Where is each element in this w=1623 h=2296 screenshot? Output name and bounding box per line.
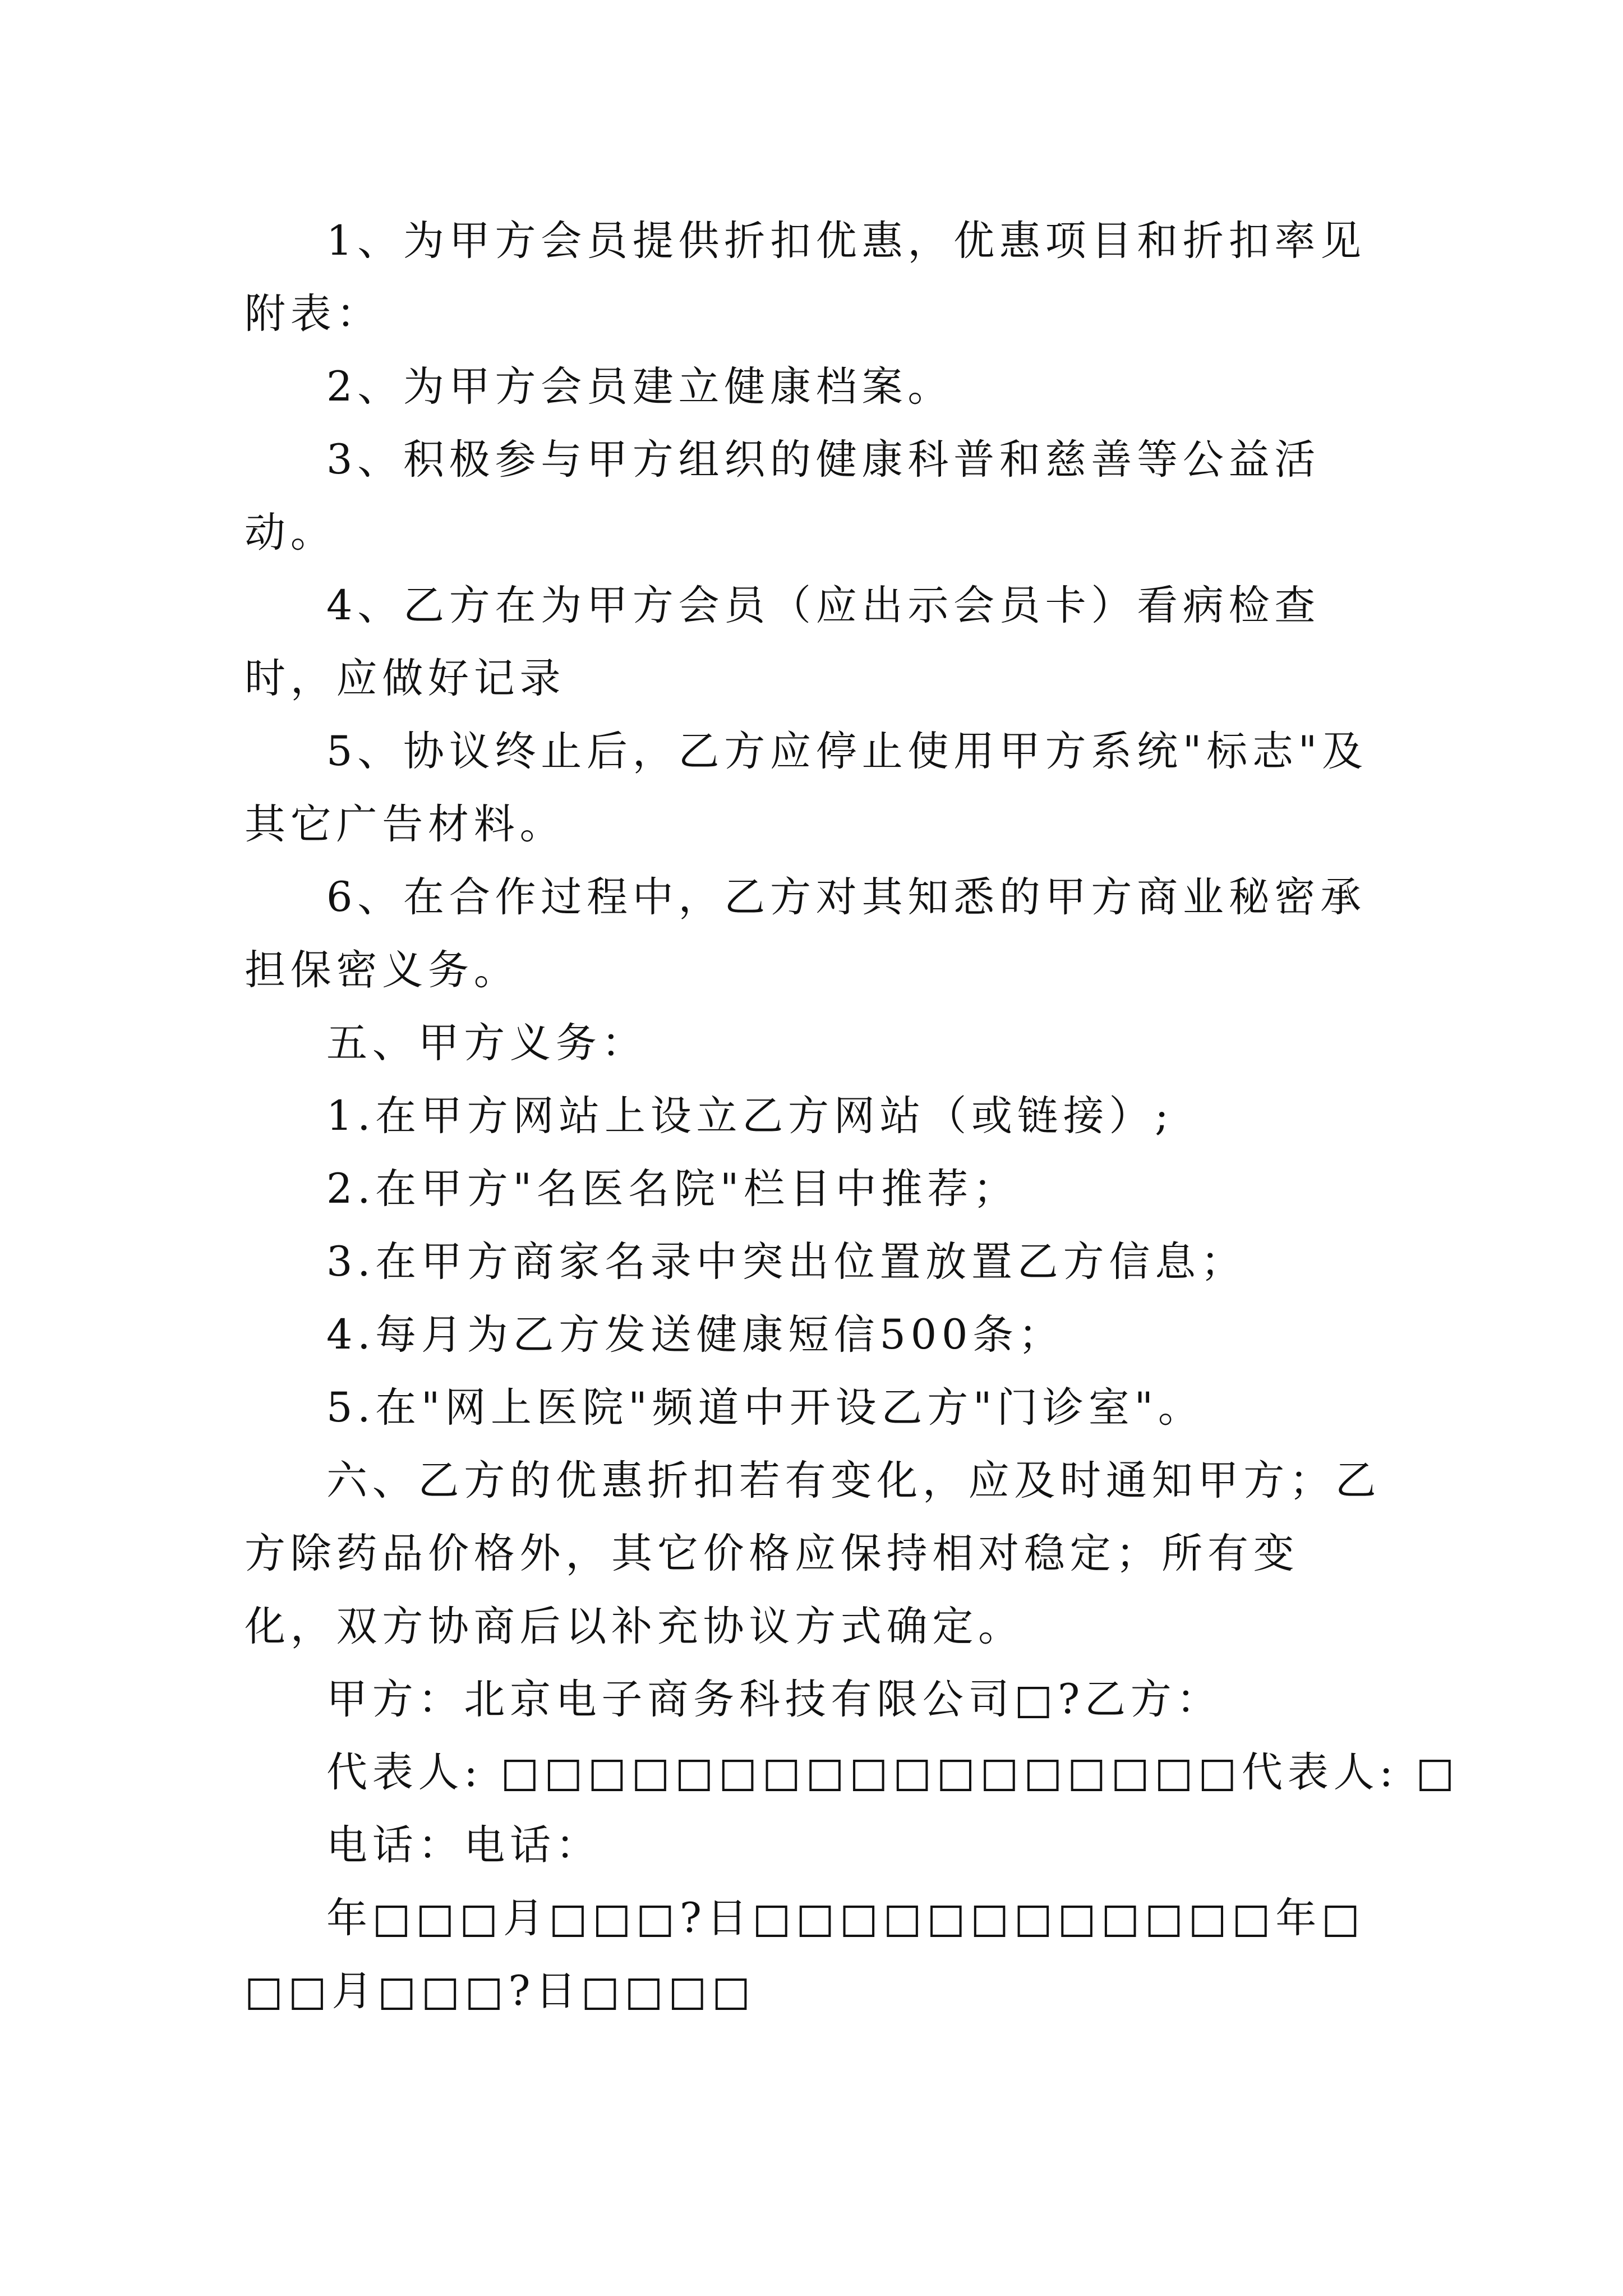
document-body <box>245 205 1460 2028</box>
clause-5-termination: 5、协议终止后，乙方应停止使用甲方系统"标志"及其它广告材料。 <box>245 728 1368 848</box>
signature-party-line: 甲方：北京电子商务科技有限公司□?乙方： <box>326 1676 1223 1723</box>
signature-phone-line: 电话：电话： <box>326 1821 602 1869</box>
clause-3-public-welfare: 3、积极参与甲方组织的健康科普和慈善等公益活动。 <box>245 436 1321 556</box>
party-a-duty-5: 5.在"网上医院"频道中开设乙方"门诊室"。 <box>326 1384 1204 1432</box>
clause-6-confidentiality: 6、在合作过程中，乙方对其知悉的甲方商业秘密承担保密义务。 <box>245 873 1366 994</box>
section-5-heading: 五、甲方义务： <box>326 1019 648 1067</box>
clause-1-discount: 1、为甲方会员提供折扣优惠，优惠项目和折扣率见附表： <box>245 217 1366 338</box>
signature-representative-line: 代表人: □□□□□□□□□□□□□□□□□代表人: □ <box>326 1749 1460 1796</box>
party-a-duty-2: 2.在甲方"名医名院"栏目中推荐； <box>326 1165 1019 1213</box>
party-a-duty-1: 1.在甲方网站上设立乙方网站（或链接）; <box>326 1092 1174 1140</box>
party-a-duty-3: 3.在甲方商家名录中突出位置放置乙方信息； <box>326 1238 1247 1286</box>
signature-date-line: 年□□□月□□□?日□□□□□□□□□□□□年□□□月□□□?日□□□□ <box>245 1894 1365 2015</box>
clause-4-records: 4、乙方在为甲方会员（应出示会员卡）看病检查时，应做好记录 <box>245 582 1321 702</box>
section-6-discount-changes: 六、乙方的优惠折扣若有变化，应及时通知甲方；乙方除药品价格外，其它价格应保持相对稳定；所有变化，双方协商后以补充协议方式确定。 <box>245 1457 1381 1650</box>
party-a-duty-4: 4.每月为乙方发送健康短信500条； <box>326 1311 1064 1359</box>
clause-2-health-records: 2、为甲方会员建立健康档案。 <box>326 363 954 411</box>
